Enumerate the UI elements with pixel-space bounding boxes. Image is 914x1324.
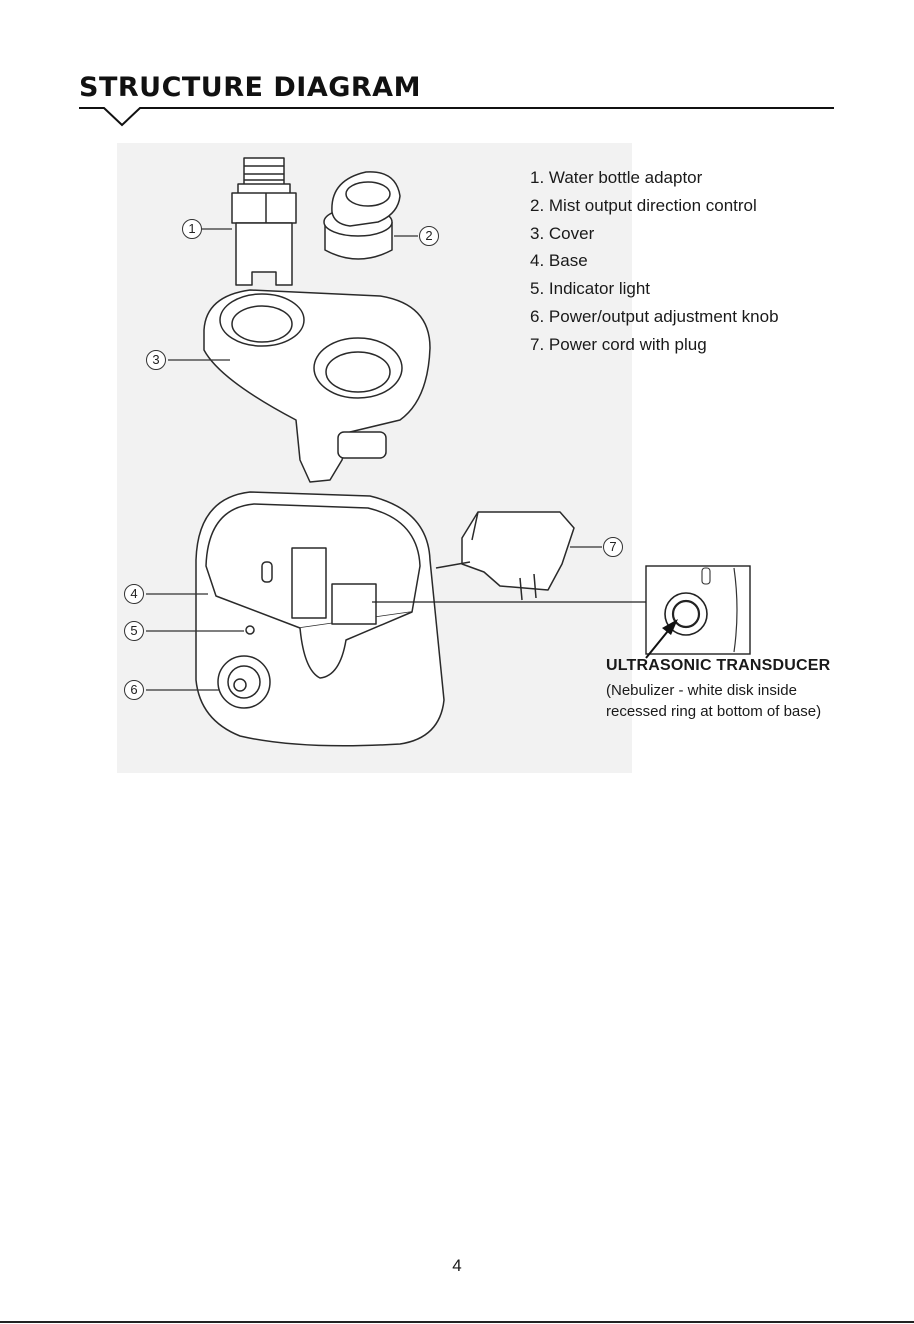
marker-3: 3 [146, 350, 166, 370]
cover-drawing [204, 290, 430, 482]
parts-list-item: 5. Indicator light [530, 279, 651, 299]
water-bottle-adaptor-drawing [232, 158, 296, 285]
base-drawing [196, 492, 444, 746]
parts-list-item: 3. Cover [530, 223, 595, 243]
marker-4: 4 [124, 584, 144, 604]
page-number: 4 [452, 1256, 462, 1275]
marker-1: 1 [182, 219, 202, 239]
callout-title: ULTRASONIC TRANSDUCER [606, 657, 831, 674]
parts-list-item: 6. Power/output adjustment knob [530, 306, 779, 326]
bottom-rule [0, 1321, 914, 1323]
parts-list-item: 7. Power cord with plug [530, 334, 707, 354]
parts-list [530, 166, 779, 361]
parts-list-item: 1. Water bottle adaptor [530, 168, 703, 187]
page-title: STRUCTURE DIAGRAM [79, 72, 421, 103]
power-adapter-drawing [436, 512, 574, 600]
mist-direction-control-drawing [324, 172, 400, 259]
marker-6: 6 [124, 680, 144, 700]
marker-2: 2 [419, 226, 439, 246]
callout-description: (Nebulizer - white disk inside recessed ring at bottom of base) [606, 682, 822, 720]
parts-list-item: 4. Base [530, 251, 588, 271]
parts-list-item: 2. Mist output direction control [530, 195, 757, 215]
marker-7: 7 [603, 537, 623, 557]
marker-5: 5 [124, 621, 144, 641]
